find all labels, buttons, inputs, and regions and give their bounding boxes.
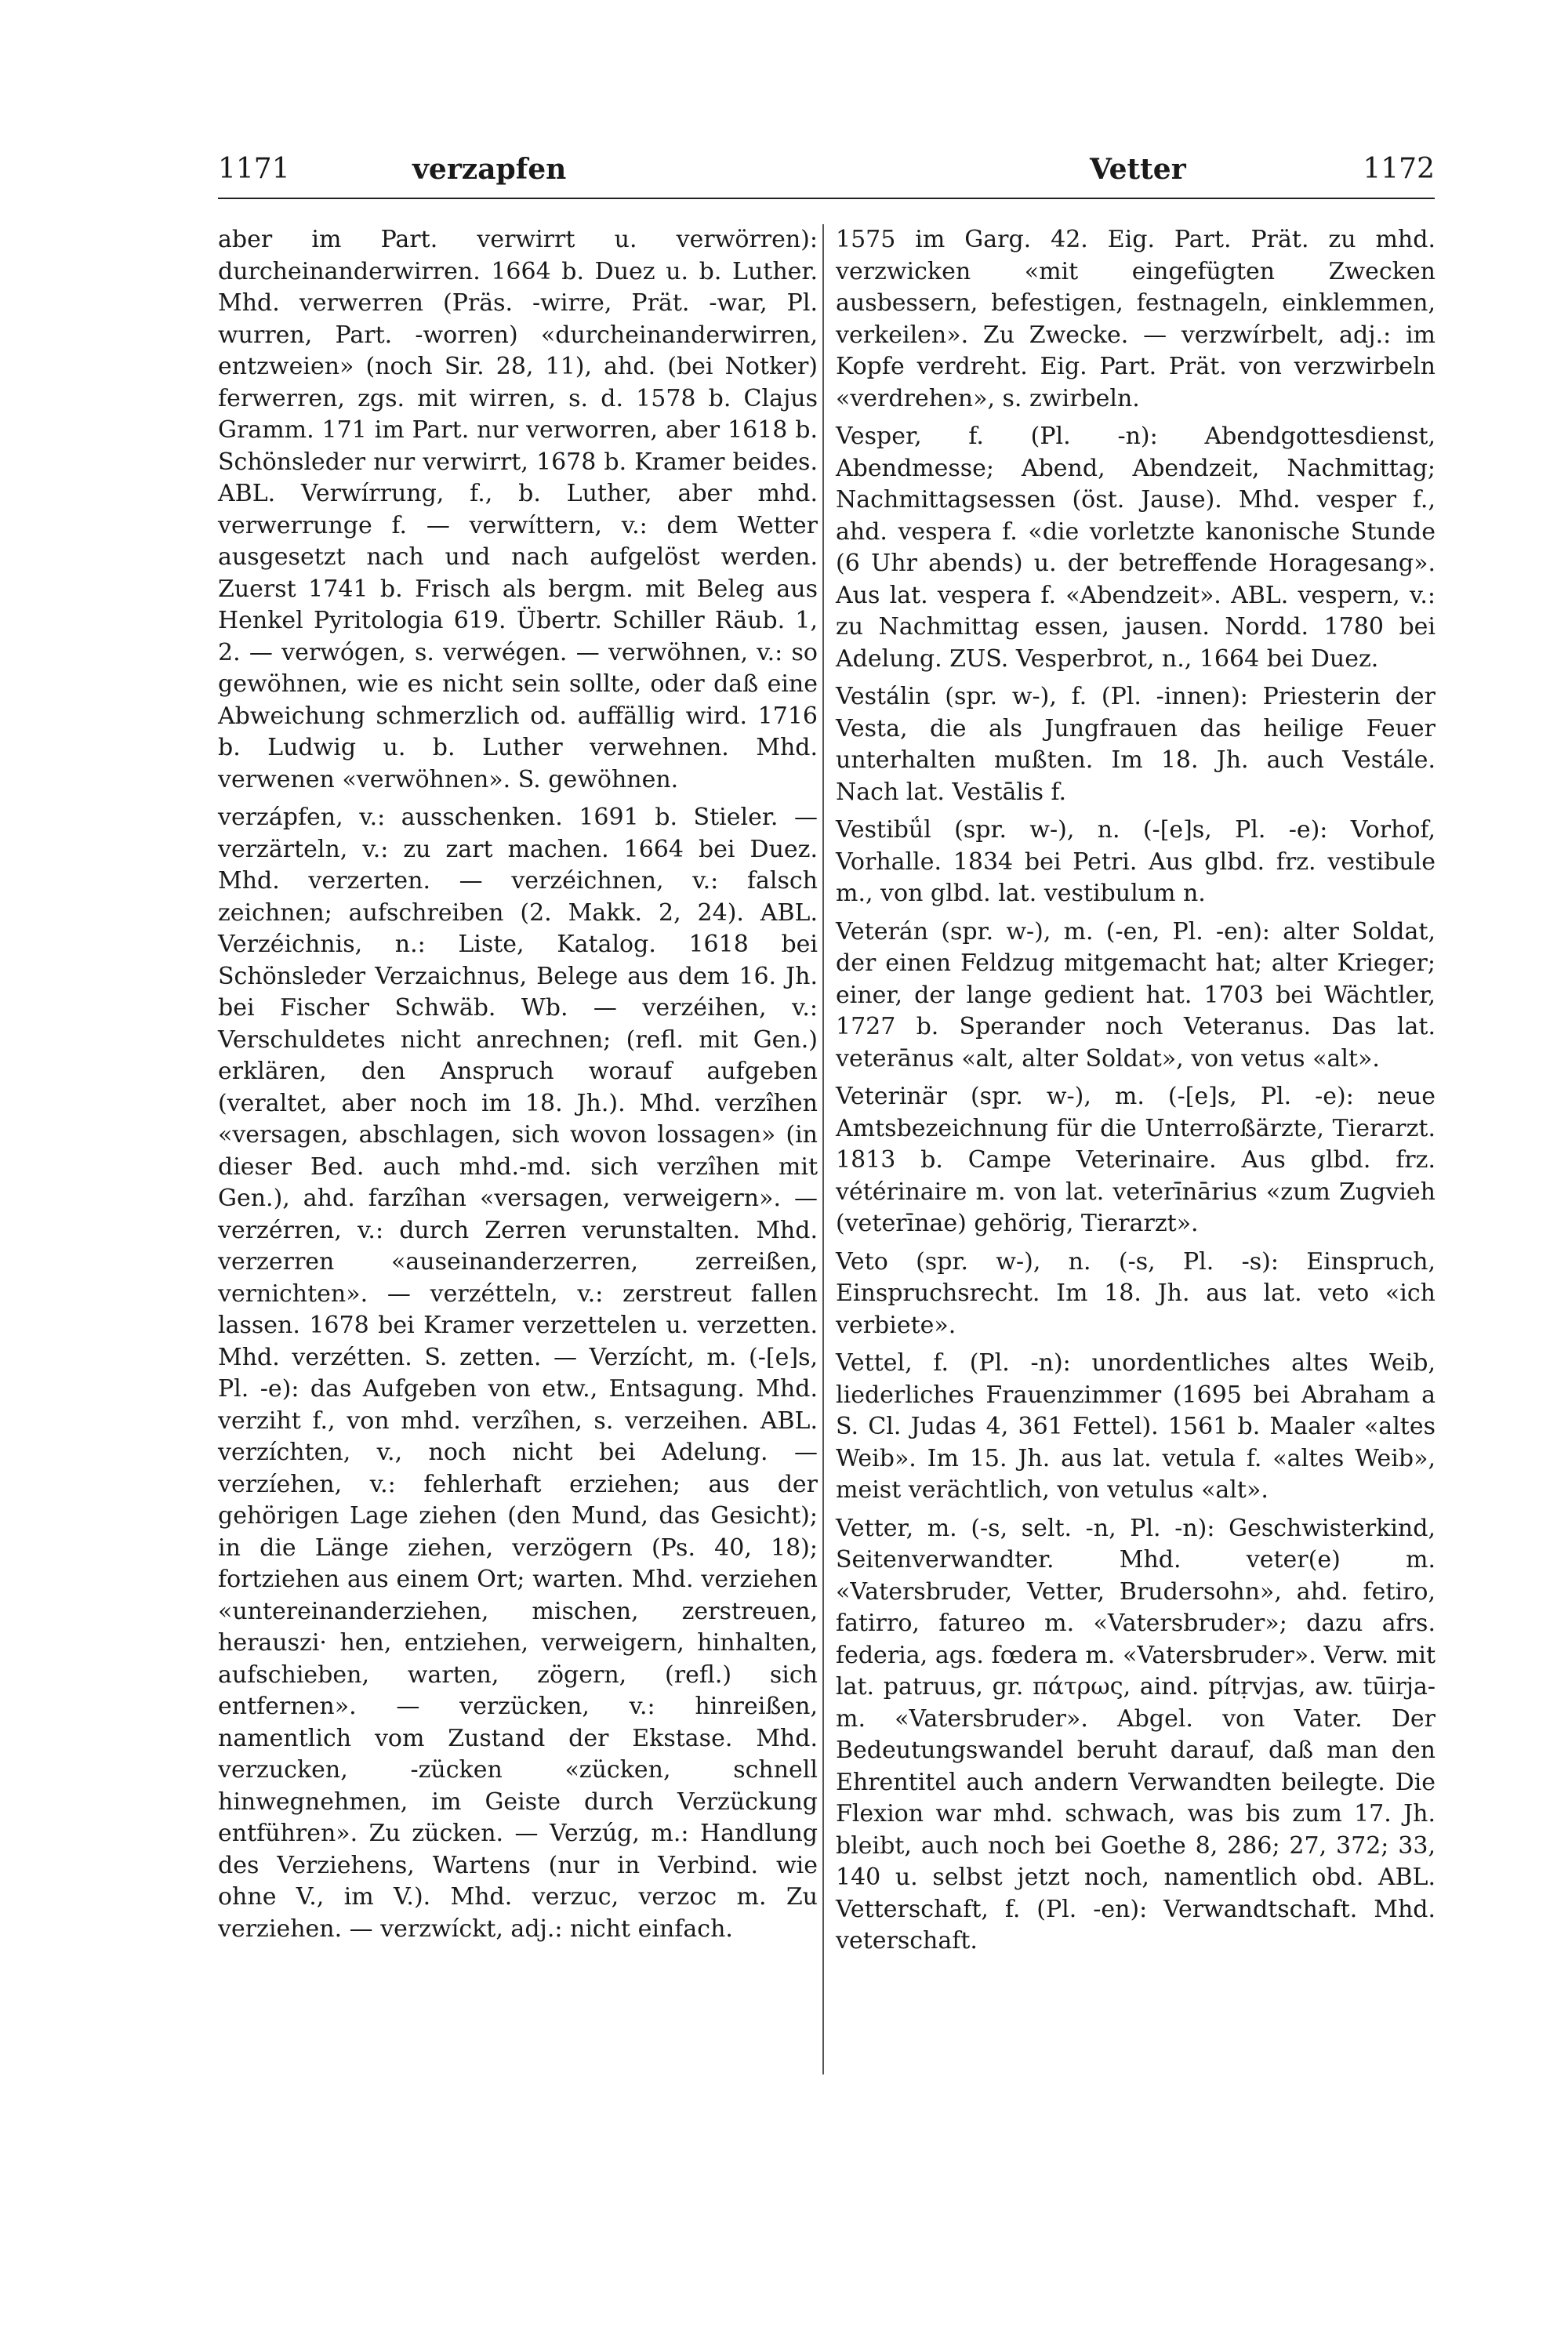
dictionary-entry-vetter: Vetter, m. (-s, selt. -n, Pl. -n): Geschwisterkind, Seitenverwandter. Mhd. veter(e) m. «Vatersbruder, Vetter, Brudersohn», ahd. fetiro, fatirro, fatureo m. «Vatersbruder»; dazu afrs. federia, ags. fœdera m. «Vatersbruder». Verw. mit lat. patruus, gr. πάτρως, aind. pítṛvjas, aw. tūirja- m. «Vatersbruder». Abgel. von Vater. Der Bedeutungswandel beruht darauf, daß man den Ehrentitel auch andern Verwandten beilegte. Die Flexion war mhd. schwach, was bis zum 17. Jh. bleibt, auch noch bei Goethe 8, 286; 27, 372; 33, 140 u. selbst jetzt noch, namentlich obd. ABL. Vetterschaft, f. (Pl. -en): Verwandtschaft. Mhd. veterschaft. xyxy=(836,1514,1436,1955)
right-running-headword: Vetter xyxy=(1090,153,1186,186)
dictionary-paragraph: verzápfen, v.: ausschenken. 1691 b. Stieler. — verzärteln, v.: zu zart machen. 1664 bei Duez. Mhd. verzerten. — verzéichnen, v.: falsch zeichnen; aufschreiben (2. Makk. 2, 24). ABL. Verzéichnis, n.: Liste, Katalog. 1618 bei Schönsleder Verzaichnus, Belege aus dem 16. Jh. bei Fischer Schwäb. Wb. — verzéihen, v.: Verschuldetes nicht anrechnen; (refl. mit Gen.) erklären, den Anspruch worauf aufgeben (veraltet, aber noch im 18. Jh.). Mhd. verzîhen «versagen, abschlagen, sich wovon lossagen» (in dieser Bed. auch mhd.-md. sich verzîhen mit Gen.), ahd. farzîhan «versagen, verweigern». — verzérren, v.: durch Zerren verunstalten. Mhd. verzerren «auseinanderzerren, zerreißen, vernichten». — verzétteln, v.: zerstreut fallen lassen. 1678 bei Kramer verzettelen u. verzetten. Mhd. verzétten. S. zetten. — Verzícht, m. (-[e]s, Pl. -e): das Aufgeben von etw., Entsagung. Mhd. verziht f., von mhd. verzîhen, s. verzeihen. ABL. verzíchten, v., noch nicht bei Adelung. — verzíehen, v.: fehlerhaft erziehen; aus der gehörigen Lage ziehen (den Mund, das Gesicht); in die Länge ziehen, verzögern (Ps. 40, 18); fortziehen aus einem Ort; warten. Mhd. verziehen «untereinanderziehen, mischen, zerstreuen, herauszi· hen, entziehen, verweigern, hinhalten, aufschieben, warten, zögern, (refl.) sich entfernen». — verzücken, v.: hinreißen, namentlich vom Zustand der Ekstase. Mhd. verzucken, -zücken «zücken, schnell hinwegnehmen, im Geiste durch Verzückung entführen». Zu zücken. — Verzúg, m.: Handlung des Verziehens, Wartens (nur in Verbind. wie ohne V., im V.). Mhd. verzuc, verzoc m. Zu verziehen. — verzwíckt, adj.: nicht einfach. xyxy=(218,804,818,1943)
dictionary-entry-veteran: Veterán (spr. w-), m. (-en, Pl. -en): alter Soldat, der einen Feldzug mitgemacht hat; alter Krieger; einer, der lange gedient hat. 1703 bei Wächtler, 1727 b. Sperander noch Veteranus. Das lat. veterānus «alt, alter Soldat», von vetus «alt». xyxy=(836,917,1436,1073)
dictionary-paragraph: 1575 im Garg. 42. Eig. Part. Prät. zu mhd. verzwicken «mit eingefügten Zwecken ausbessern, befestigen, festnageln, einklemmen, verkeilen». Zu Zwecke. — verzwírbelt, adj.: im Kopfe verdreht. Eig. Part. Prät. von verzwirbeln «verdrehen», s. zwirbeln. xyxy=(836,226,1436,412)
dictionary-entry-veterinaer: Veterinär (spr. w-), m. (-[e]s, Pl. -e): neue Amtsbezeichnung für die Unterroßärzte, Tierarzt. 1813 b. Campe Veterinaire. Aus glbd. frz. vétérinaire m. von lat. veterīnārius «zum Zugvieh (veterīnae) gehörig, Tierarzt». xyxy=(836,1083,1436,1237)
dictionary-entry-vestibuel: Vestibǘl (spr. w-), n. (-[e]s, Pl. -e): Vorhof, Vorhalle. 1834 bei Petri. Aus glbd. frz. vestibule m., von glbd. lat. vestibulum n. xyxy=(836,816,1436,907)
left-page-number: 1171 xyxy=(218,153,290,185)
right-column xyxy=(836,224,1436,1958)
column-divider xyxy=(822,224,824,2074)
right-page-number: 1172 xyxy=(1363,153,1435,185)
dictionary-entry-vettel: Vettel, f. (Pl. -n): unordentliches altes Weib, liederliches Frauenzimmer (1695 bei Abraham a S. Cl. Judas 4, 361 Fettel). 1561 b. Maaler «altes Weib». Im 15. Jh. aus lat. vetula f. «altes Weib», meist verächtlich, von vetulus «alt». xyxy=(836,1349,1436,1504)
dictionary-paragraph: aber im Part. verwirrt u. verwörren): durcheinanderwirren. 1664 b. Duez u. b. Luther. Mhd. verwerren (Präs. -wirre, Prät. -war, Pl. wurren, Part. -worren) «durcheinanderwirren, entzweien» (noch Sir. 28, 11), ahd. (bei Notker) ferwerren, zgs. mit wirren, s. d. 1578 b. Clajus Gramm. 171 im Part. nur verworren, aber 1618 b. Schönsleder nur verwirrt, 1678 b. Kramer beides. ABL. Verwírrung, f., b. Luther, aber mhd. verwerrunge f. — verwíttern, v.: dem Wetter ausgesetzt nach und nach aufgelöst werden. Zuerst 1741 b. Frisch als bergm. mit Beleg aus Henkel Pyritologia 619. Übertr. Schiller Räub. 1, 2. — verwógen, s. verwégen. — verwöhnen, v.: so gewöhnen, wie es nicht sein sollte, oder daß eine Abweichung schmerzlich od. auffällig wird. 1716 b. Ludwig u. b. Luther verwehnen. Mhd. verwenen «verwöhnen». S. gewöhnen. xyxy=(218,226,818,793)
dictionary-entry-veto: Veto (spr. w-), n. (-s, Pl. -s): Einspruch, Einspruchsrecht. Im 18. Jh. aus lat. veto «ich verbiete». xyxy=(836,1247,1436,1339)
left-column xyxy=(218,224,818,1945)
dictionary-entry-vestalin: Vestálin (spr. w-), f. (Pl. -innen): Priesterin der Vesta, die als Jungfrauen das heilige Feuer unterhalten mußten. Im 18. Jh. auch Vestále. Nach lat. Vestālis f. xyxy=(836,683,1436,806)
left-running-headword: verzapfen xyxy=(412,153,567,186)
page-header xyxy=(218,147,1435,199)
dictionary-entry-vesper: Vesper, f. (Pl. -n): Abendgottesdienst, Abendmesse; Abend, Abendzeit, Nachmittag; Nachmittagsessen (öst. Jause). Mhd. vesper f., ahd. vespera f. «die vorletzte kanonische Stunde (6 Uhr abends) u. der betreffende Horagesang». Aus lat. vespera f. «Abendzeit». ABL. vespern, v.: zu Nachmittag essen, jausen. Nordd. 1780 bei Adelung. ZUS. Vesperbrot, n., 1664 bei Duez. xyxy=(836,423,1436,673)
